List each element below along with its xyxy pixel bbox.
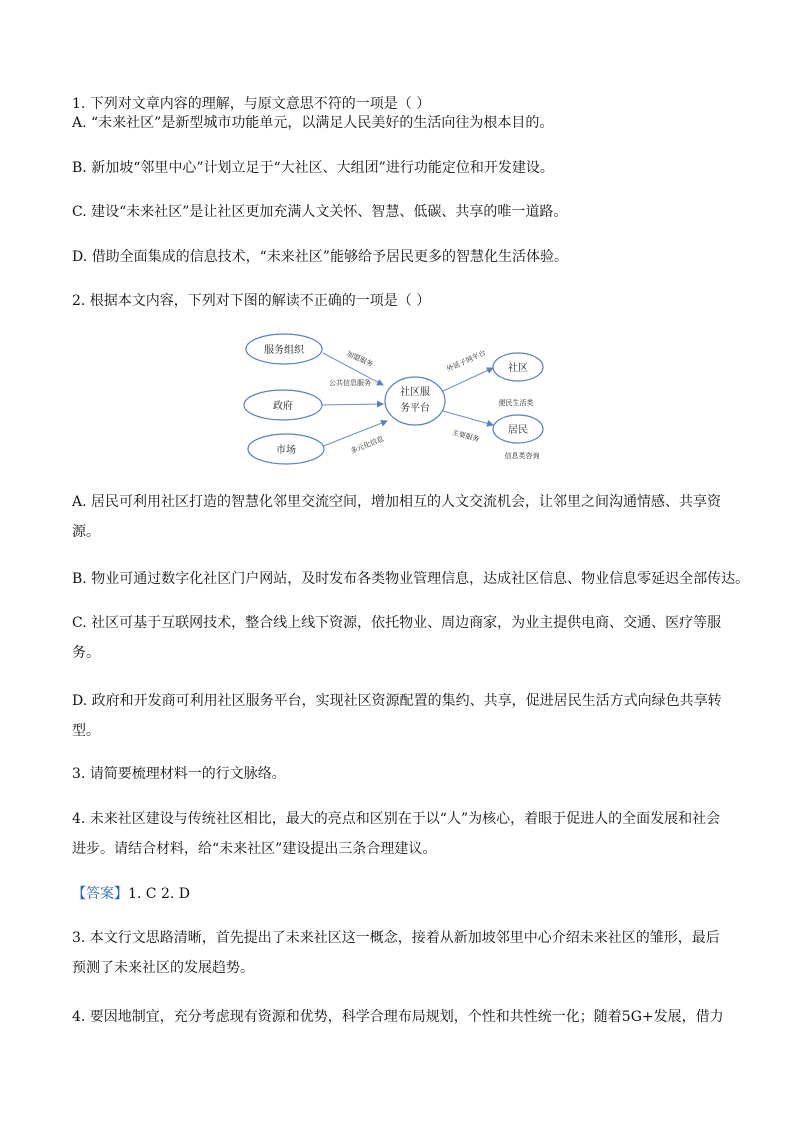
label-life-convenience: 便民生活类 <box>498 399 534 407</box>
edge-label-diverse-info: 多元化信息 <box>349 434 385 456</box>
arrow-center-to-resident <box>443 411 493 425</box>
question-2-option-a: A. 居民可利用社区打造的智慧化邻里交流空间，增加相互的人文交流机会，让邻里之间沟通情感、共享资源。 <box>72 494 722 540</box>
question-3-stem: 3. 请简要梳理材料一的行文脉络。 <box>72 766 286 782</box>
node-service-platform-label-line2: 务平台 <box>400 403 430 414</box>
edge-label-join-service: 加盟服务 <box>345 349 375 369</box>
question-2-option-d: D. 政府和开发商可利用社区服务平台，实现社区资源配置的集约、共享，促进居民生活方式向绿色共享转型。 <box>72 693 722 739</box>
answer-4: 4. 要因地制宜，充分考虑现有资源和优势，科学合理布局规划，个性和共性统一化；随着5G+发展，借力 <box>72 1009 724 1025</box>
label-info-consulting: 信息类咨询 <box>504 452 540 460</box>
answer-tag: 【答案】 <box>72 886 128 902</box>
edge-label-public-info: 公共信息服务 <box>329 379 371 387</box>
node-service-org-label: 服务组织 <box>264 345 304 356</box>
question-2-option-b: B. 物业可通过数字化社区门户网站，及时发布各类物业管理信息，达成社区信息、物业信息零延迟全部传达。 <box>72 571 750 587</box>
question-1-option-d: D. 借助全面集成的信息技术，“未来社区”能够给予居民更多的智慧化生活体验。 <box>72 249 568 265</box>
question-1-option-a: A. “未来社区”是新型城市功能单元，以满足人民美好的生活向往为根本目的。 <box>72 115 554 131</box>
node-resident-label: 居民 <box>508 425 528 436</box>
question-4-stem: 4. 未来社区建设与传统社区相比，最大的亮点和区别在于以“人”为核心，着眼于促进人的全面发展和社会进步。请结合材料，给“未来社区”建设提出三条合理建议。 <box>72 811 721 857</box>
question-2-stem: 2. 根据本文内容，下列对下图的解读不正确的一项是（ ） <box>72 293 431 309</box>
community-service-diagram <box>235 325 540 473</box>
arrow-gov-to-center <box>321 404 383 405</box>
question-2-option-c: C. 社区可基于互联网技术，整合线上线下资源，依托物业、周边商家，为业主提供电商、交通、医疗等服务。 <box>72 615 722 661</box>
node-community-label: 社区 <box>508 363 528 374</box>
node-gov-label: 政府 <box>273 401 293 412</box>
node-market-label: 市场 <box>276 445 296 456</box>
edge-label-extend-subnet: 外延子网平台 <box>445 348 487 374</box>
node-service-platform-label-line1: 社区服 <box>400 387 430 398</box>
question-1-option-b: B. 新加坡“邻里中心”计划立足于“大社区、大组团”进行功能定位和开发建设。 <box>72 160 554 176</box>
answer-3: 3. 本文行文思路清晰，首先提出了未来社区这一概念，接着从新加坡邻里中心介绍未来社区的雏形，最后预测了未来社区的发展趋势。 <box>72 930 720 976</box>
answers-1-2-values: 1. C 2. D <box>128 886 191 902</box>
question-1-stem: 1. 下列对文章内容的理解，与原文意思不符的一项是（ ） <box>72 96 431 112</box>
question-1-option-c: C. 建设“未来社区”是让社区更加充满人文关怀、智慧、低碳、共享的唯一道路。 <box>72 204 568 220</box>
answers-1-2 <box>72 886 722 902</box>
edge-label-main-service: 主要服务 <box>450 428 481 444</box>
node-service-platform <box>385 377 445 425</box>
